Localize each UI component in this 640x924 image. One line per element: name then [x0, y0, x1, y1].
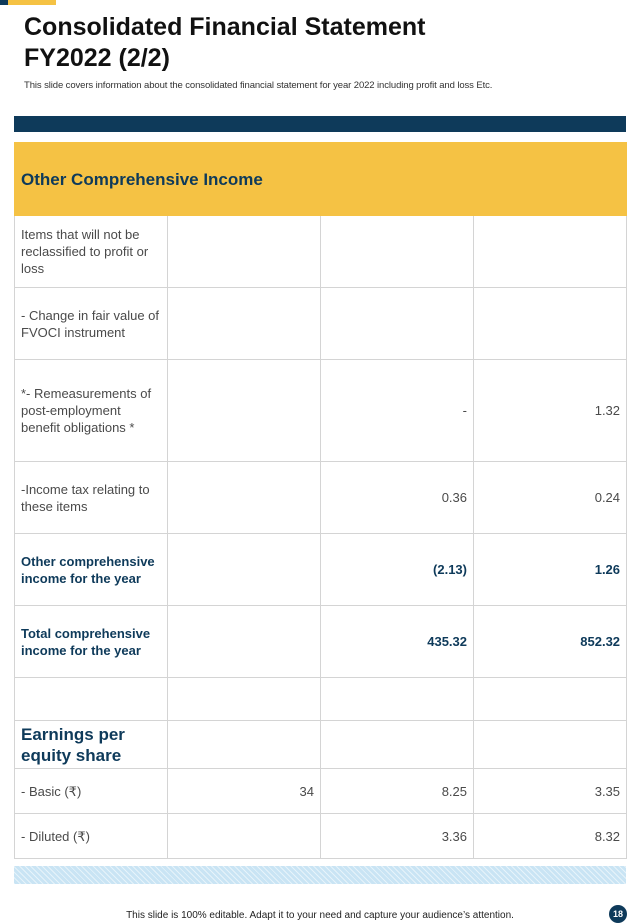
- page-number-badge: 18: [609, 905, 627, 923]
- row-label: - Basic (₹): [15, 769, 168, 814]
- row-value-col-3: [474, 721, 627, 769]
- footer-text: This slide is 100% editable. Adapt it to your need and capture your audience’s attention.: [126, 910, 514, 921]
- row-value-col-2: 0.36: [321, 462, 474, 534]
- table-row-eps-heading: [15, 721, 627, 769]
- row-value-col-2: [321, 721, 474, 769]
- row-value-col-3: 3.35: [474, 769, 627, 814]
- row-value-col-3: [474, 216, 627, 288]
- table-row: [15, 769, 627, 814]
- top-corner-accent: [0, 0, 8, 5]
- row-value-col-3: [474, 678, 627, 721]
- top-accent-bar: [0, 0, 56, 5]
- row-value-col-1: [168, 534, 321, 606]
- table-row-empty: [15, 678, 627, 721]
- row-label: Items that will not be reclassified to profit or loss: [15, 216, 168, 288]
- row-label: Earnings per equity share: [15, 721, 168, 769]
- table-row-total: [15, 606, 627, 678]
- page-subtitle: This slide covers information about the consolidated financial statement for year 2022 including profit and loss Etc.: [24, 80, 493, 91]
- row-value-col-1: [168, 721, 321, 769]
- row-value-col-2: (2.13): [321, 534, 474, 606]
- row-value-col-3: 0.24: [474, 462, 627, 534]
- row-label: *- Remeasurements of post-employment benefit obligations *: [15, 360, 168, 462]
- table-row-subtotal: [15, 534, 627, 606]
- header-band: [14, 116, 626, 132]
- table-row: [15, 462, 627, 534]
- row-value-col-1: [168, 288, 321, 360]
- row-value-col-3: [474, 288, 627, 360]
- row-value-col-2: [321, 288, 474, 360]
- row-value-col-1: [168, 678, 321, 721]
- row-label: Other comprehensive income for the year: [15, 534, 168, 606]
- row-value-col-3: 8.32: [474, 814, 627, 859]
- row-value-col-2: 8.25: [321, 769, 474, 814]
- row-value-col-1: [168, 216, 321, 288]
- row-value-col-1: [168, 462, 321, 534]
- row-label: - Diluted (₹): [15, 814, 168, 859]
- row-label: [15, 678, 168, 721]
- row-value-col-3: 1.32: [474, 360, 627, 462]
- row-value-col-2: [321, 678, 474, 721]
- row-value-col-2: 3.36: [321, 814, 474, 859]
- table-row: [15, 216, 627, 288]
- page-title-line-2: FY2022 (2/2): [24, 44, 170, 72]
- row-label: -Income tax relating to these items: [15, 462, 168, 534]
- row-label: Total comprehensive income for the year: [15, 606, 168, 678]
- row-value-col-2: -: [321, 360, 474, 462]
- row-value-col-3: 1.26: [474, 534, 627, 606]
- row-value-col-1: 34: [168, 769, 321, 814]
- page-title: [24, 12, 604, 74]
- row-value-col-3: 852.32: [474, 606, 627, 678]
- page-title-line-1: Consolidated Financial Statement: [24, 13, 426, 41]
- row-value-col-1: [168, 814, 321, 859]
- financial-table: [14, 142, 627, 859]
- row-label: - Change in fair value of FVOCI instrument: [15, 288, 168, 360]
- row-value-col-2: 435.32: [321, 606, 474, 678]
- row-value-col-2: [321, 216, 474, 288]
- section-heading: Other Comprehensive Income: [15, 143, 627, 216]
- section-header-row: [15, 143, 627, 216]
- table-row: [15, 814, 627, 859]
- row-value-col-1: [168, 360, 321, 462]
- table-row: [15, 288, 627, 360]
- table-row: [15, 360, 627, 462]
- row-value-col-1: [168, 606, 321, 678]
- footer-hatched-band: [14, 866, 626, 884]
